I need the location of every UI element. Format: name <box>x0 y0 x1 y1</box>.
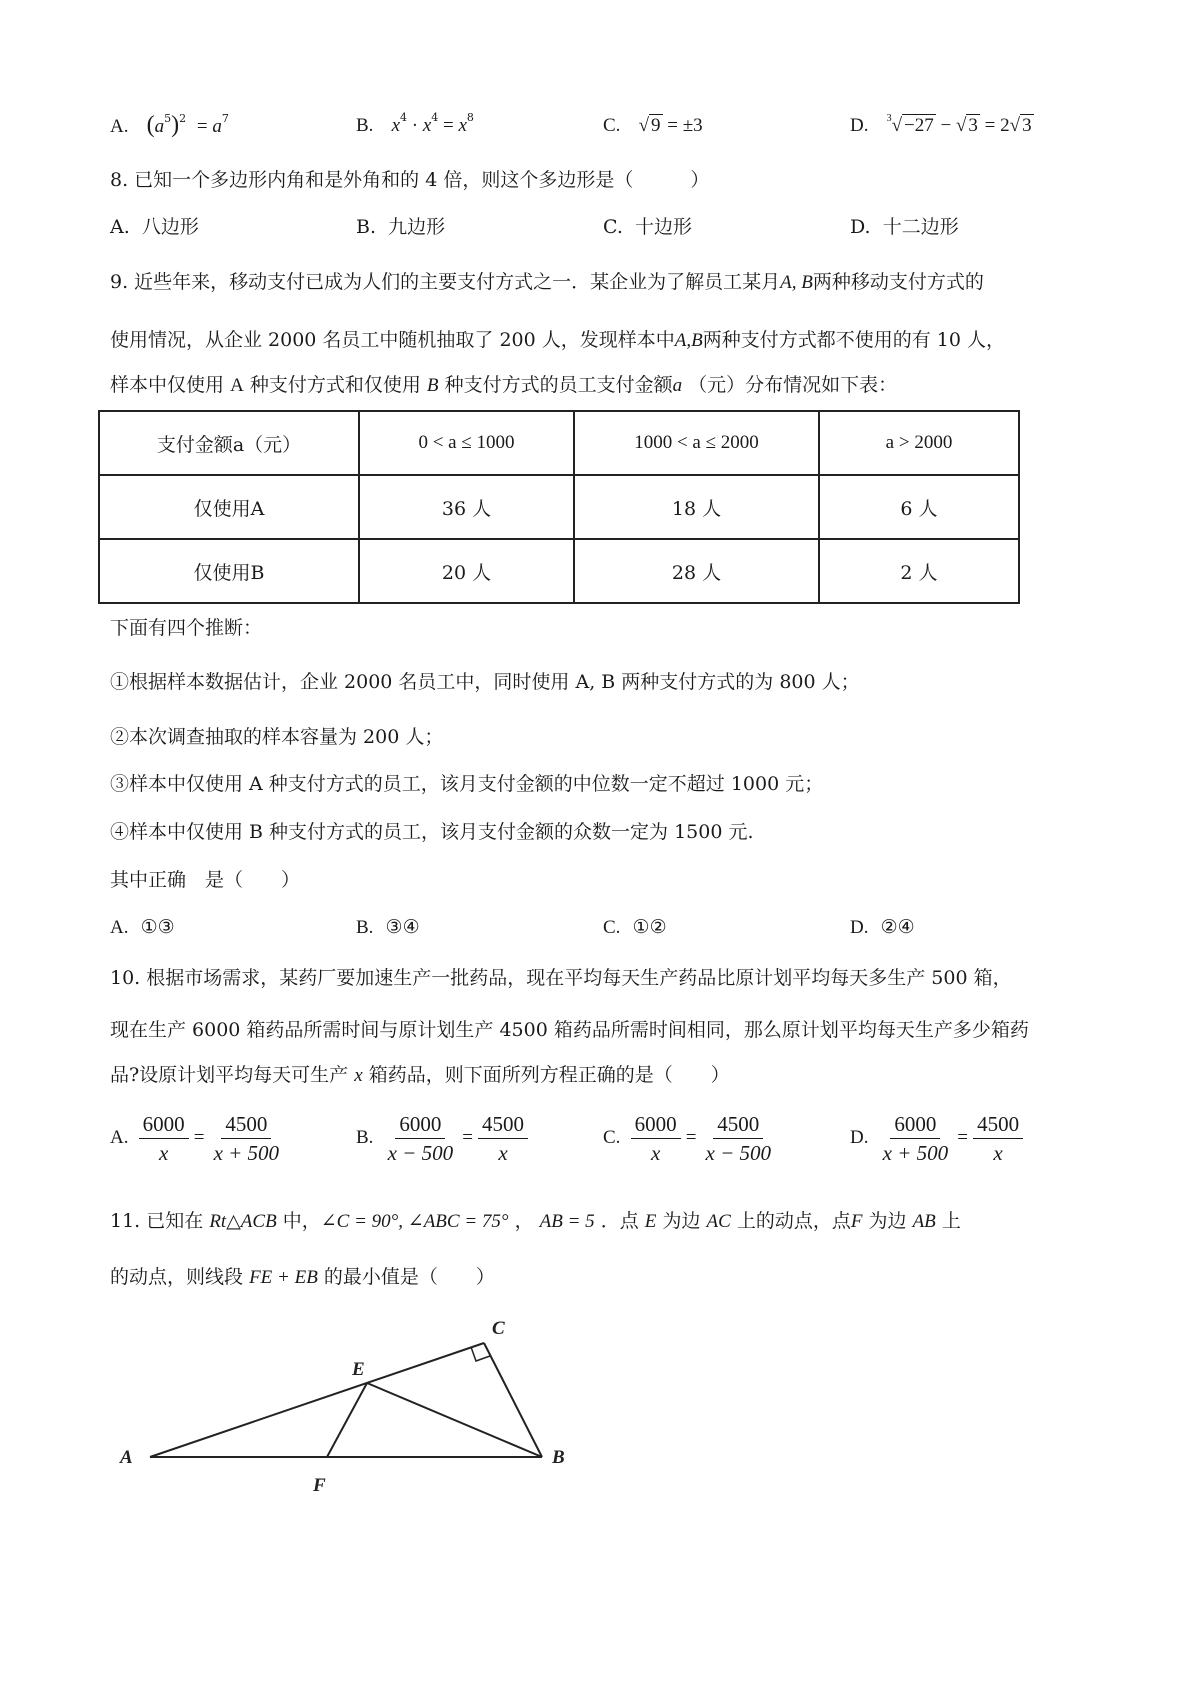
q9-option-b: B. ③④ <box>356 916 420 938</box>
label-c: C <box>492 1318 505 1339</box>
q10-option-a: A. $\frac{6000}{x}$ = $\frac{4500}{x + 500}$ <box>110 1112 280 1165</box>
label-a: A <box>120 1447 133 1468</box>
q7-option-a: A. $(a^5)^2 = a^7$ <box>110 112 229 138</box>
q9-line-3: 样本中仅使用 A 种支付方式和仅使用 B 种支付方式的员工支付金额a （元）分布情况如下表： <box>110 374 898 396</box>
label-e: E <box>352 1359 365 1380</box>
q9-line-2: 使用情况，从企业 2000 名员工中随机抽取了 200 人，发现样本中A,B两种支付方式都不使用的有 10 人， <box>110 329 1006 351</box>
table-cell: 36 人 <box>359 475 574 539</box>
q10-line-2: 现在生产 6000 箱药品所需时间与原计划生产 4500 箱药品所需时间相同，那么原计划平均每天生产多少箱药 <box>110 1019 1029 1041</box>
segment-eb <box>367 1383 542 1457</box>
table-cell: 18 人 <box>574 475 819 539</box>
q11-line-1: 11. 已知在 Rt△ACB 中，∠C = 90°, ∠ABC = 75° ， AB = 5 ．点 E 为边 AC 上的动点，点F 为边 AB 上 <box>110 1210 961 1232</box>
q9-inference-4: ④样本中仅使用 B 种支付方式的员工，该月支付金额的众数一定为 1500 元. <box>110 821 754 843</box>
table-cell: 20 人 <box>359 539 574 603</box>
q9-line-1: 9. 近些年来，移动支付已成为人们的主要支付方式之一．某企业为了解员工某月A, B两种移动支付方式的 <box>110 271 984 293</box>
q9-option-d: D. ②④ <box>850 916 915 938</box>
q8-option-a: A. 八边形 <box>110 216 199 238</box>
table-cell: 6 人 <box>819 475 1019 539</box>
triangle-figure <box>100 1300 600 1510</box>
q7-option-c: C. √ 9 = ±3 <box>603 115 703 136</box>
q9-intro: 下面有四个推断： <box>110 617 263 639</box>
q9-inference-3: ③样本中仅使用 A 种支付方式的员工，该月支付金额的中位数一定不超过 1000 元； <box>110 773 824 795</box>
table-header-cell: 0 < a ≤ 1000 <box>359 411 574 475</box>
table-header-cell: a > 2000 <box>819 411 1019 475</box>
table-cell: 仅使用A <box>99 475 359 539</box>
q10-option-b: B. $\frac{6000}{x - 500}$ = $\frac{4500}{x}$ <box>356 1110 528 1167</box>
q9-option-a: A. ①③ <box>110 916 175 938</box>
q10-option-d: D. $\frac{6000}{x + 500}$ = $\frac{4500}{x}$ <box>850 1110 1023 1167</box>
q8-option-b: B. 九边形 <box>356 216 446 238</box>
segment-cb <box>484 1343 542 1457</box>
payment-table <box>98 410 1020 604</box>
q10-line-1: 10. 根据市场需求，某药厂要加速生产一批药品，现在平均每天生产药品比原计划平均每天多生产 500 箱， <box>110 967 1012 989</box>
q9-inference-2: ②本次调查抽取的样本容量为 200 人； <box>110 726 444 748</box>
table-row <box>99 539 1019 603</box>
q8-option-c: C. 十边形 <box>603 216 693 238</box>
table-header-row <box>99 411 1019 475</box>
label-f: F <box>313 1475 326 1496</box>
q9-option-c: C. ①② <box>603 916 667 938</box>
q8-option-d: D. 十二边形 <box>850 216 959 238</box>
table-cell: 28 人 <box>574 539 819 603</box>
table-header-cell: 1000 < a ≤ 2000 <box>574 411 819 475</box>
table-row <box>99 475 1019 539</box>
q7-option-d: D. $^3$√ −27 − √ 3 = 2√ 3 <box>850 113 1032 136</box>
q10-line-3: 品?设原计划平均每天可生产 x 箱药品，则下面所列方程正确的是（ ） <box>110 1064 730 1086</box>
table-cell: 2 人 <box>819 539 1019 603</box>
table-cell: 仅使用B <box>99 539 359 603</box>
label-b: B <box>552 1447 565 1468</box>
q11-line-2: 的动点，则线段 FE + EB 的最小值是（ ） <box>110 1266 495 1288</box>
q8-stem: 8. 已知一个多边形内角和是外角和的 4 倍，则这个多边形是（ ） <box>110 169 710 191</box>
q10-option-c: C. $\frac{6000}{x}$ = $\frac{4500}{x - 500}$ <box>603 1112 772 1165</box>
q9-inference-1: ①根据样本数据估计，企业 2000 名员工中，同时使用 A, B 两种支付方式的为 800 人； <box>110 671 860 693</box>
q9-question: 其中正确 是（ ） <box>110 869 301 891</box>
q7-option-b: B. $x^4 \cdot x^4 = x^8$ <box>356 111 474 136</box>
segment-ac <box>150 1343 484 1457</box>
table-header-cell: 支付金额a（元） <box>99 411 359 475</box>
